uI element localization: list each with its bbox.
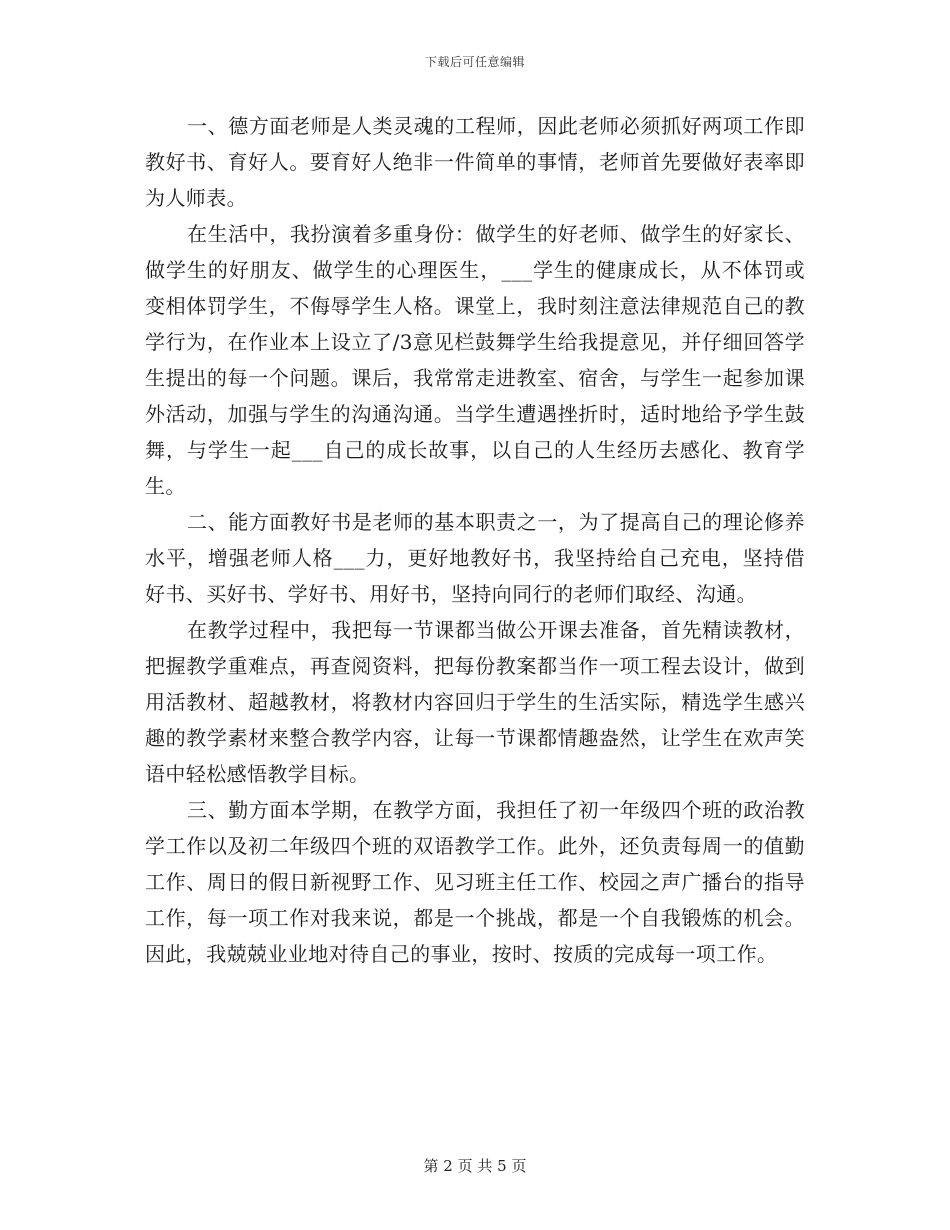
document-body (145, 108, 805, 972)
paragraph-teaching-process: 在教学过程中，我把每一节课都当做公开课去准备，首先精读教材，把握教学重难点，再查阅资料，把每份教案都当作一项工程去设计，做到用活教材、超越教材，将教材内容回归于学生的生活实际，精选学生感兴趣的教学素材来整合教学内容，让每一节课都情趣盎然，让学生在欢声笑语中轻松感悟教学目标。 (145, 618, 805, 786)
paragraph-daily-life: 在生活中，我扮演着多重身份：做学生的好老师、做学生的好家长、做学生的好朋友、做学生的心理医生，___学生的健康成长，从不体罚或变相体罚学生，不侮辱学生人格。课堂上，我时刻注意法律规范自己的教学行为，在作业本上设立了/3意见栏鼓舞学生给我提意见，并仔细回答学生提出的每一个问题。课后，我常常走进教室、宿舍，与学生一起参加课外活动，加强与学生的沟通沟通。当学生遭遇挫折时，适时地给予学生鼓舞，与学生一起___自己的成长故事，以自己的人生经历去感化、教育学生。 (145, 222, 805, 498)
page-number: 第 2 页 共 5 页 (423, 1157, 527, 1175)
paragraph-ability: 二、能方面教好书是老师的基本职责之一，为了提高自己的理论修养水平，增强老师人格___力，更好地教好书，我坚持给自己充电，坚持借好书、买好书、学好书、用好书，坚持向同行的老师们取经、沟通。 (145, 510, 805, 606)
paragraph-moral: 一、德方面老师是人类灵魂的工程师，因此老师必须抓好两项工作即教好书、育好人。要育好人绝非一件简单的事情，老师首先要做好表率即为人师表。 (145, 114, 805, 210)
paragraph-diligence: 三、勤方面本学期，在教学方面，我担任了初一年级四个班的政治教学工作以及初二年级四个班的双语教学工作。此外，还负责每周一的值勤工作、周日的假日新视野工作、见习班主任工作、校园之声广播台的指导工作，每一项工作对我来说，都是一个挑战，都是一个自我锻炼的机会。因此，我兢兢业业地对待自己的事业，按时、按质的完成每一项工作。 (145, 798, 805, 966)
page-header: 下载后可任意编辑 (424, 55, 525, 69)
